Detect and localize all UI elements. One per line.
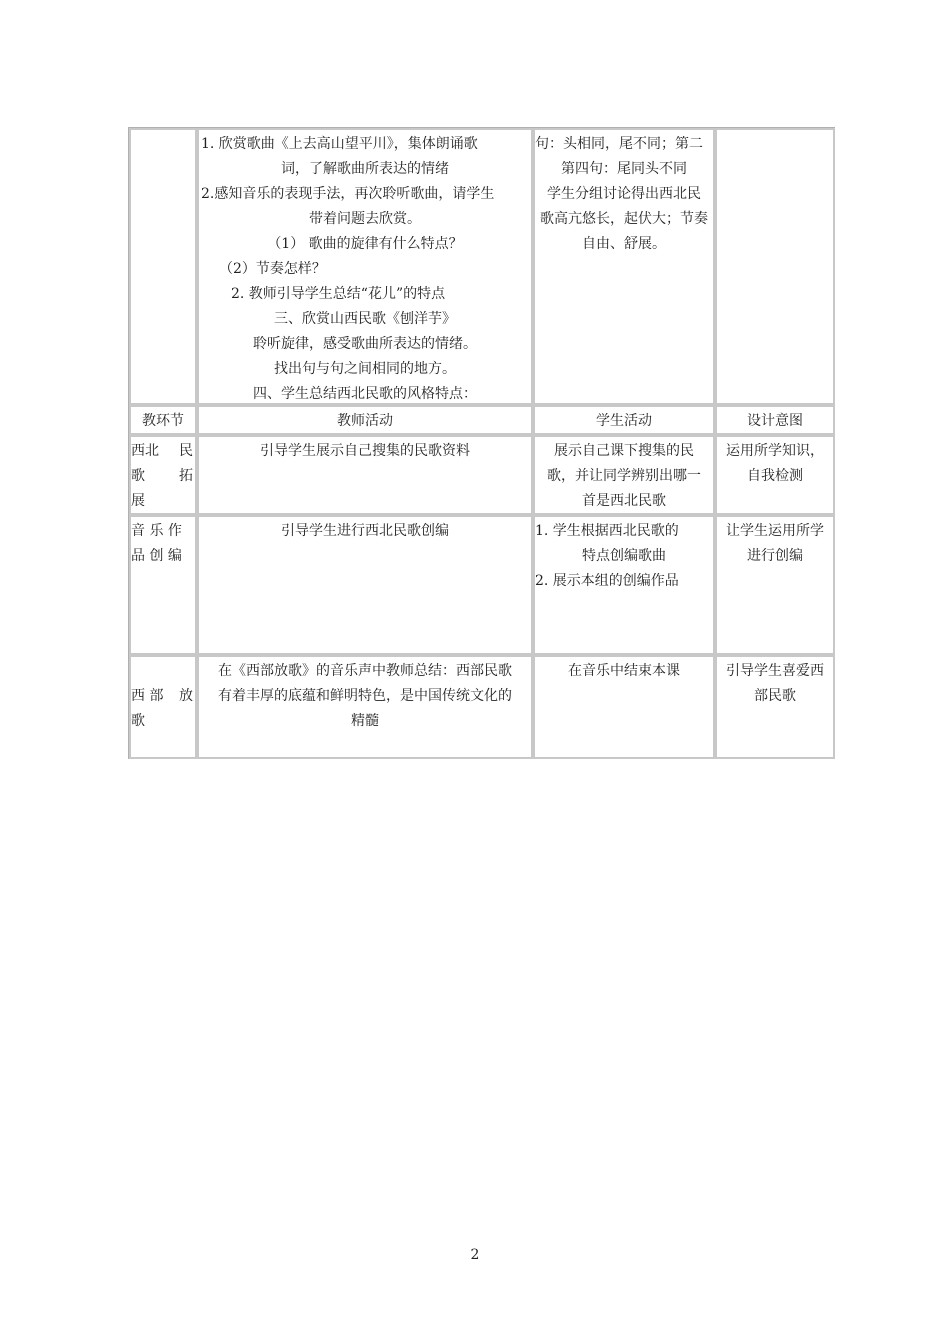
row1-stage-text: 拓 bbox=[179, 468, 193, 484]
intro-intent-cell bbox=[715, 128, 835, 405]
page-number: 2 bbox=[470, 1247, 480, 1263]
intro-student-line: 自由、舒展。 bbox=[582, 236, 666, 252]
row2-student bbox=[533, 515, 715, 655]
intro-teacher-line: 找出句与句之间相同的地方。 bbox=[274, 361, 456, 377]
row1-stage-text: 西北 bbox=[131, 443, 159, 459]
row1-stage-text: 展 bbox=[131, 493, 145, 509]
intro-student-line: 句：头相同，尾不同；第二 bbox=[535, 136, 703, 152]
intro-teacher-line: （1） 歌曲的旋律有什么特点？ bbox=[267, 236, 463, 252]
row3-intent bbox=[715, 655, 835, 759]
intro-student-line: 歌高亢悠长，起伏大；节奏 bbox=[540, 211, 708, 227]
intro-teacher-line: 1. 欣赏歌曲《上去高山望平川》，集体朗诵歌 bbox=[201, 136, 478, 152]
intro-student-cell bbox=[533, 128, 715, 405]
row1-intent-line: 自我检测 bbox=[747, 468, 803, 484]
row1-intent-line: 运用所学知识， bbox=[726, 443, 824, 459]
row2-stage-text: 品 创 编 bbox=[131, 548, 182, 564]
row2-student-line: 2. 展示本组的创编作品 bbox=[535, 573, 679, 589]
row2-student-line: 特点创编歌曲 bbox=[582, 548, 666, 564]
lesson-table bbox=[128, 127, 835, 759]
row2-stage bbox=[129, 515, 197, 655]
intro-teacher-line: 三、欣赏山西民歌《刨洋芋》 bbox=[274, 311, 456, 327]
intro-student-line: 学生分组讨论得出西北民 bbox=[547, 186, 701, 202]
header-student: 学生活动 bbox=[533, 405, 715, 435]
row3-teacher-line: 在《西部放歌》的音乐声中教师总结：西部民歌 bbox=[218, 663, 512, 679]
row3-stage bbox=[129, 655, 197, 759]
row2-student-line: 1. 学生根据西北民歌的 bbox=[535, 523, 679, 539]
row3-teacher-line: 有着丰厚的底蕴和鲜明特色，是中国传统文化的 bbox=[218, 688, 512, 704]
row2-stage-text: 音 乐 作 bbox=[131, 523, 182, 539]
row1-stage-text: 歌 bbox=[131, 468, 145, 484]
row3-stage-text: 歌 bbox=[131, 713, 145, 729]
intro-teacher-line: 聆听旋律，感受歌曲所表达的情绪。 bbox=[253, 336, 477, 352]
row3-teacher bbox=[197, 655, 533, 759]
row1-stage bbox=[129, 435, 197, 515]
row3-intent-line: 部民歌 bbox=[754, 688, 796, 704]
row3-stage-text: 放 bbox=[179, 688, 193, 704]
header-intent: 设计意图 bbox=[715, 405, 835, 435]
row3-intent-line: 引导学生喜爱西 bbox=[726, 663, 824, 679]
row3-student: 在音乐中结束本课 bbox=[533, 655, 715, 759]
row1-student-line: 歌，并让同学辨别出哪一 bbox=[547, 468, 701, 484]
row2-intent-line: 进行创编 bbox=[747, 548, 803, 564]
row1-student-line: 展示自己课下搜集的民 bbox=[554, 443, 694, 459]
intro-teacher-line: 词，了解歌曲所表达的情绪 bbox=[281, 161, 449, 177]
intro-teacher-line: 2. 教师引导学生总结“花儿”的特点 bbox=[231, 286, 446, 302]
intro-teacher-line: 带着问题去欣赏。 bbox=[309, 211, 421, 227]
intro-teacher-line: （2）节奏怎样？ bbox=[219, 261, 326, 277]
intro-stage-cell bbox=[129, 128, 197, 405]
row1-teacher: 引导学生展示自己搜集的民歌资料 bbox=[197, 435, 533, 515]
row2-intent-line: 让学生运用所学 bbox=[726, 523, 824, 539]
intro-student-line: 第四句：尾同头不同 bbox=[561, 161, 687, 177]
row2-teacher: 引导学生进行西北民歌创编 bbox=[197, 515, 533, 655]
row1-intent bbox=[715, 435, 835, 515]
row1-student-line: 首是西北民歌 bbox=[582, 493, 666, 509]
row2-intent bbox=[715, 515, 835, 655]
intro-teacher-line: 2.感知音乐的表现手法，再次聆听歌曲，请学生 bbox=[201, 186, 495, 202]
row1-student bbox=[533, 435, 715, 515]
row1-stage-text: 民 bbox=[179, 443, 193, 459]
row3-stage-text: 西 部 bbox=[131, 688, 164, 704]
header-teacher: 教师活动 bbox=[197, 405, 533, 435]
intro-teacher-cell bbox=[197, 128, 533, 405]
intro-teacher-line: 四、学生总结西北民歌的风格特点： bbox=[253, 386, 477, 402]
row3-teacher-line: 精髓 bbox=[351, 713, 379, 729]
header-stage: 教环节 bbox=[129, 405, 197, 435]
